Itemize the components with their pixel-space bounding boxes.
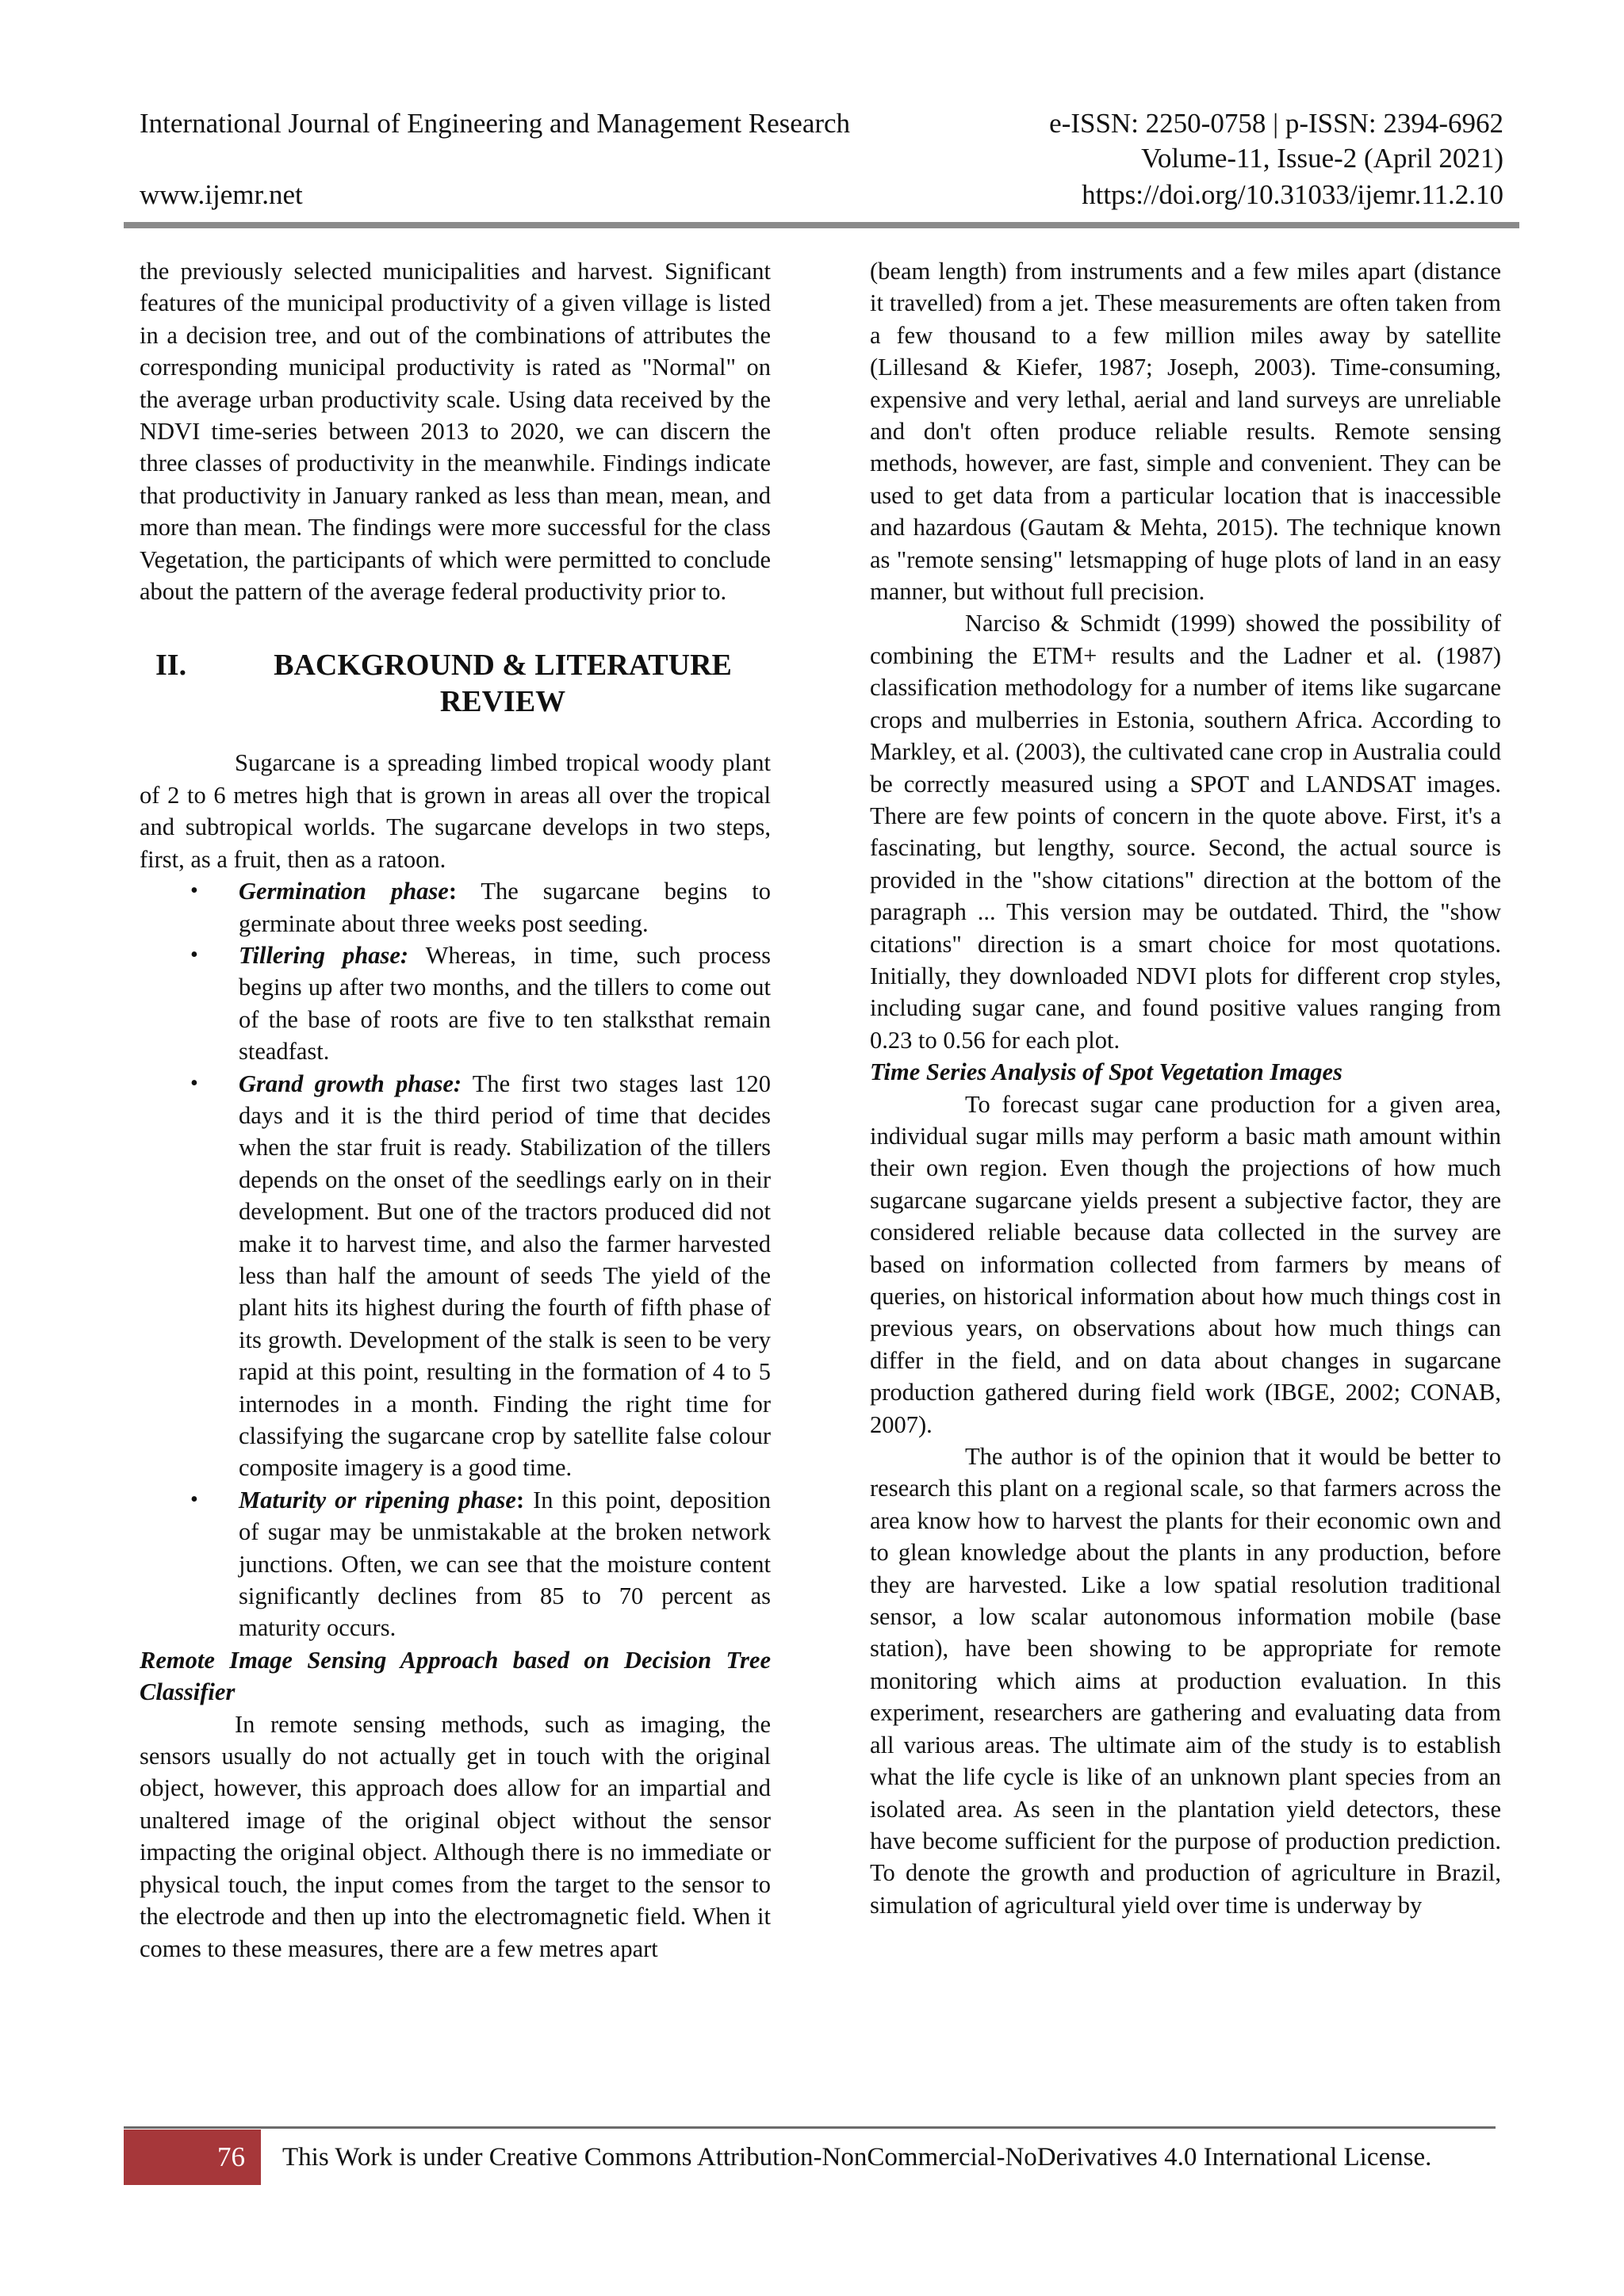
growth-phase-list <box>140 875 771 1644</box>
list-item-term: Tillering phase: <box>239 941 409 969</box>
doi-link[interactable]: https://doi.org/10.31033/ijemr.11.2.10 <box>1082 179 1503 210</box>
list-item-text: Whereas, in time, such process begins up after two months, and the tillers to come out of the base of roots are five to ten stalksthat remain steadfast. <box>239 941 771 1066</box>
journal-name: International Journal of Engineering and Management Research <box>140 108 851 139</box>
list-item-text: In this point, deposition of sugar may be unmistakable at the broken network junctions. Often, we can see that the moisture content significantly declines from 85 to 70 percent as maturity occurs. <box>239 1486 771 1642</box>
section-number: II. <box>155 649 187 683</box>
license-notice: This Work is under Creative Commons Attribution-NonCommercial-NoDerivatives 4.0 International License. <box>282 2143 1432 2172</box>
right-paragraph-1: (beam length) from instruments and a few miles apart (distance it travelled) from a jet. These measurements are often taken from a few thousand to a few million miles away by satellite (Lillesand & Kiefer, 1987; Joseph, 2003). Time-consuming, expensive and very lethal, aerial and land surveys are unreliable and don't often produce reliable results. Remote sensing methods, however, are fast, simple and convenient. They can be used to get data from a particular location that is inaccessible and hazardous (Gautam & Mehta, 2015). The technique known as "remote sensing" letsmapping of huge plots of land in an easy manner, but without full precision. <box>870 258 1501 606</box>
list-item-maturity <box>140 1484 771 1644</box>
right-paragraph-4: The author is of the opinion that it would be better to research this plant on a regional scale, so that farmers across the area know how to harvest the plants for their economic own and to glean knowledge about the plants in any production, before they are harvested. Like a low spatial resolution traditional sensor, a low scalar autonomous information mobile (base station), have been showing to be appropriate for remote monitoring which aims at production evaluation. In this experiment, researchers are gathering and evaluating data from all various areas. The ultimate aim of the study is to establish what the life cycle is like of an unknown plant species from an isolated area. As seen in the plantation yield detectors, these have become sufficient for the purpose of production prediction. To denote the growth and production of agriculture in Brazil, simulation of agricultural yield over time is underway by <box>870 1443 1501 1919</box>
page-header <box>140 101 1503 220</box>
list-item-term: Germination phase <box>239 878 449 905</box>
list-item-text: The sugarcane begins to germinate about three weeks post seeding. <box>239 878 772 937</box>
list-item-tillering <box>140 939 771 1068</box>
page-number-badge <box>124 2130 261 2185</box>
page-number: 76 <box>217 2141 245 2172</box>
issn-info: e-ISSN: 2250-0758 | p-ISSN: 2394-6962 <box>1049 108 1503 139</box>
list-item-grand-growth <box>140 1068 771 1484</box>
right-paragraph-2: Narciso & Schmidt (1999) showed the possibility of combining the ETM+ results and the Ladner et al. (1987) classification methodology for a number of items like sugarcane crops and mulberries in Estonia, southern Africa. According to Markley, et al. (2003), the cultivated cane crop in Australia could be correctly measured using a SPOT and LANDSAT images. There are few points of concern in the quote above. First, it's a fascinating, but lengthy, source. Second, the actual source is provided in the "show citations" direction at the bottom of the paragraph ... This version may be outdated. Third, the "show citations" direction is a smart choice for most quotations. Initially, they downloaded NDVI plots for different crop styles, including sugar cane, and found positive values ranging from 0.23 to 0.56 for each plot. <box>870 610 1501 1054</box>
subheading-time-series: Time Series Analysis of Spot Vegetation Images <box>870 1058 1342 1086</box>
section-title-line-2: REVIEW <box>439 685 566 719</box>
left-column <box>140 255 771 1965</box>
list-item-text: The first two stages last 120 days and it is the third period of time that decides when the star fruit is ready. Stabilization of the tillers depends on the onset of the seedlings early on in their development. But one of the tractors produced did not make it to harvest time, and also the farmer harvested less than half the amount of seeds The yield of the plant hits its highest during the fourth of fifth phase of its growth. Development of the stalk is seen to be very rapid at this point, resulting in the formation of 4 to 5 internodes in a month. Finding the right time for classifying the sugarcane crop by satellite false colour composite imagery is a good time. <box>239 1070 771 1482</box>
footer-divider <box>124 2126 1496 2129</box>
list-item-separator: : <box>448 878 458 905</box>
section-title-line-1: BACKGROUND & LITERATURE <box>274 649 732 683</box>
section-heading-background <box>140 647 771 720</box>
list-item-term: Grand growth phase: <box>239 1070 462 1097</box>
header-divider <box>124 222 1519 228</box>
bullet-icon: • <box>190 1487 198 1512</box>
right-column <box>870 255 1501 1921</box>
bullet-icon: • <box>190 878 198 904</box>
journal-website-link[interactable]: www.ijemr.net <box>140 179 303 210</box>
left-paragraph-2: Sugarcane is a spreading limbed tropical woody plant of 2 to 6 metres high that is grown in areas all over the tropical and subtropical worlds. The sugarcane develops in two steps, first, as a fruit, then as a ratoon. <box>140 749 771 873</box>
right-paragraph-3: To forecast sugar cane production for a given area, individual sugar mills may perform a basic math amount within their own region. Even though the projections of how much sugarcane sugarcane yields present a subjective factor, they are considered reliable because data collected in the survey are based on information collected from farmers by means of queries, on historical information about how much things cost in previous years, on observations about how much things can differ in the field, and on data about changes in sugarcane production gathered during field work (IBGE, 2002; CONAB, 2007). <box>870 1090 1501 1438</box>
list-item-term: Maturity or ripening phase <box>239 1486 516 1513</box>
subheading-remote-sensing: Remote Image Sensing Approach based on Decision Tree Classifier <box>140 1646 771 1706</box>
left-paragraph-3: In remote sensing methods, such as imaging, the sensors usually do not actually get in touch with the original object, however, this approach does allow for an impartial and unaltered image of the original object without the sensor impacting the original object. Although there is no immediate or physical touch, the input comes from the target to the sensor to the electrode and then up into the electromagnetic field. When it comes to these measures, there are a few metres apart <box>140 1710 771 1962</box>
list-item-separator: : <box>515 1486 525 1513</box>
left-paragraph-1: the previously selected municipalities and harvest. Significant features of the municipal productivity of a given village is listed in a decision tree, and out of the combinations of attributes the corresponding municipal productivity is rated as "Normal" on the average urban productivity scale. Using data received by the NDVI time-series between 2013 to 2020, we can discern the three classes of productivity in the meanwhile. Findings indicate that productivity in January ranked as less than mean, mean, and more than mean. The findings were more successful for the class Vegetation, the participants of which were permitted to conclude about the pattern of the average federal productivity prior to. <box>140 258 771 606</box>
bullet-icon: • <box>190 1070 198 1096</box>
volume-issue: Volume-11, Issue-2 (April 2021) <box>1141 143 1503 174</box>
list-item-germination <box>140 875 771 939</box>
bullet-icon: • <box>190 942 198 967</box>
section-title <box>243 647 771 720</box>
